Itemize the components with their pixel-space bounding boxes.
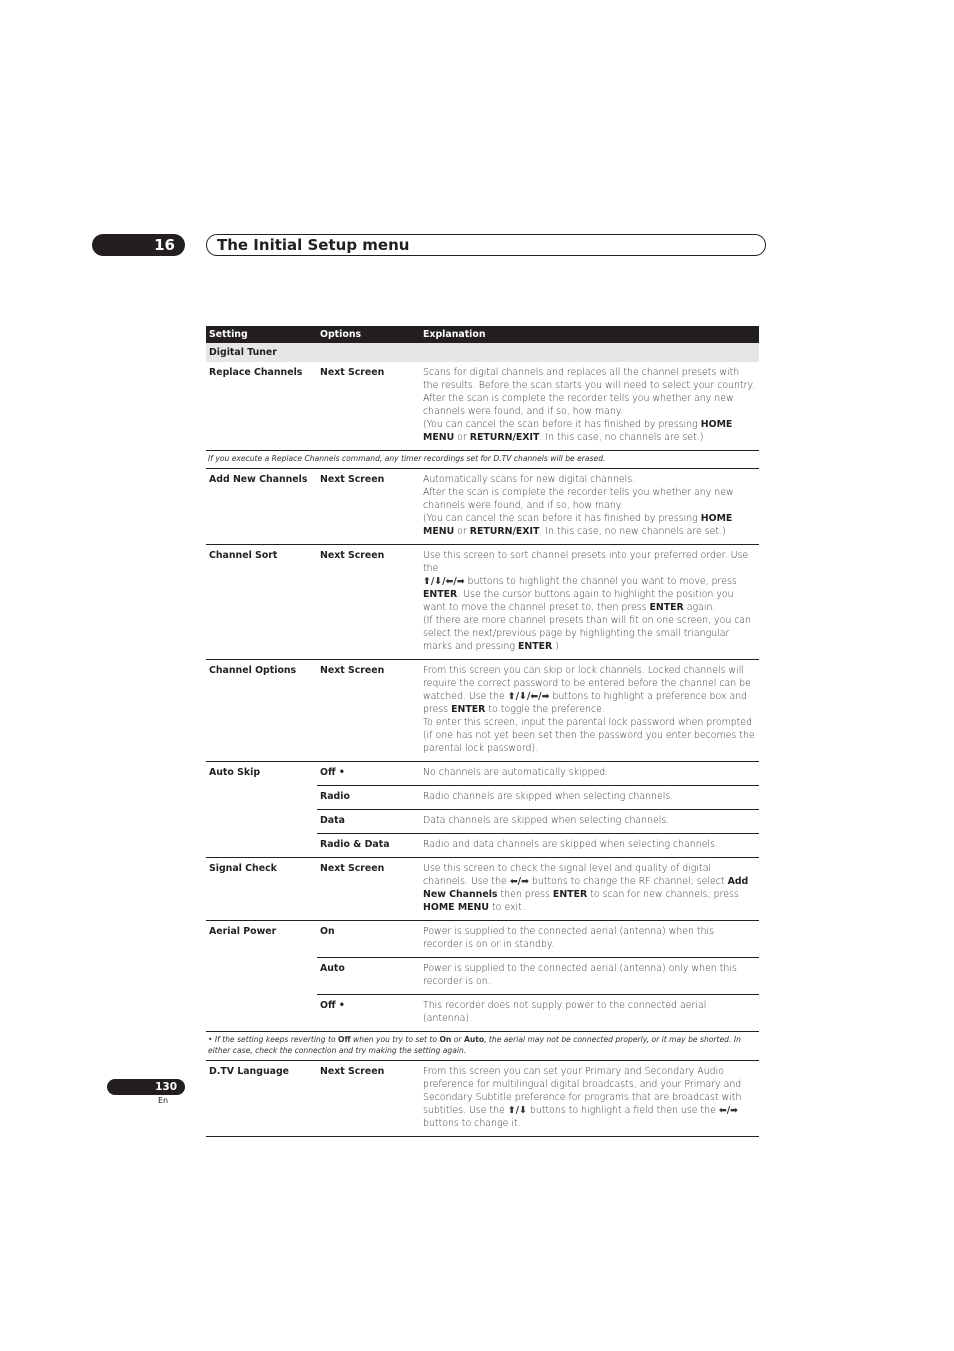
option-next-screen: Next Screen bbox=[317, 858, 420, 921]
explanation-add-new-channels bbox=[420, 469, 759, 545]
explanation-aerial-power-auto: Power is supplied to the connected aerial (antenna) only when this recorder is on. bbox=[420, 958, 759, 995]
option-auto: Auto bbox=[317, 958, 420, 995]
explanation-text: (You can cancel the scan before it has finished by pressing bbox=[423, 513, 701, 524]
arrow-buttons-icon: ⬆/⬇/⬅/➡ bbox=[423, 576, 465, 587]
explanation-text: From this screen you can skip or lock channels. Locked channels will require the correct password to be entered before the channel can be watched. Use the bbox=[423, 665, 751, 702]
explanation-auto-skip-radio-data: Radio and data channels are skipped when selecting channels. bbox=[420, 834, 759, 858]
page-number: 130 bbox=[107, 1079, 185, 1095]
arrow-buttons-icon: ⬅/➡ bbox=[718, 1105, 738, 1116]
setting-add-new-channels: Add New Channels bbox=[206, 469, 317, 545]
key-enter: ENTER bbox=[517, 641, 553, 652]
explanation-text: buttons to highlight the channel you want to move, press bbox=[464, 576, 737, 587]
key-home-menu: HOME MENU bbox=[423, 513, 733, 537]
explanation-text: . In this case, no new channels are set.) bbox=[539, 526, 726, 537]
header-explanation: Explanation bbox=[420, 326, 759, 343]
setting-aerial-power: Aerial Power bbox=[206, 921, 317, 1032]
note-text: or bbox=[451, 1035, 464, 1044]
explanation-text: again. bbox=[683, 602, 716, 613]
explanation-text: buttons to highlight a preference box and press bbox=[423, 691, 748, 715]
explanation-text: . Use the cursor buttons again to highlight the position you want to move the channel preset to, then press bbox=[423, 589, 734, 613]
option-next-screen: Next Screen bbox=[317, 469, 420, 545]
explanation-channel-sort bbox=[420, 545, 759, 660]
note-row bbox=[206, 1032, 759, 1061]
table-row bbox=[206, 858, 759, 921]
language-code: En bbox=[158, 1096, 169, 1105]
explanation-text: to toggle the preference. bbox=[485, 704, 605, 715]
table-row bbox=[206, 1061, 759, 1137]
explanation-text: or bbox=[454, 432, 470, 443]
setting-channel-options: Channel Options bbox=[206, 660, 317, 762]
setting-auto-skip: Auto Skip bbox=[206, 762, 317, 858]
key-return-exit: RETURN/EXIT bbox=[469, 526, 540, 537]
note-text: On bbox=[439, 1035, 452, 1044]
explanation-text: Use this screen to sort channel presets into your preferred order. Use the bbox=[423, 550, 749, 574]
key-enter: ENTER bbox=[649, 602, 684, 613]
explanation-auto-skip-data: Data channels are skipped when selecting channels. bbox=[420, 810, 759, 834]
setting-signal-check: Signal Check bbox=[206, 858, 317, 921]
key-enter: ENTER bbox=[451, 704, 486, 715]
explanation-text: After the scan is complete the recorder tells you whether any new channels were found, and if so, how many. bbox=[423, 487, 734, 511]
note-text: when you try to set to bbox=[350, 1035, 440, 1044]
explanation-text: Use this screen to check the signal level and quality of digital channels. Use the bbox=[423, 863, 712, 887]
table-row bbox=[206, 921, 759, 958]
option-radio-data: Radio & Data bbox=[317, 834, 420, 858]
table-row bbox=[206, 545, 759, 660]
option-next-screen: Next Screen bbox=[317, 660, 420, 762]
explanation-text: to exit. bbox=[489, 902, 525, 913]
key-home-menu: HOME MENU bbox=[423, 419, 733, 443]
explanation-text: .) bbox=[552, 641, 559, 652]
explanation-dtv-language bbox=[420, 1061, 759, 1137]
note-aerial-power bbox=[206, 1032, 759, 1061]
explanation-signal-check bbox=[420, 858, 759, 921]
explanation-channel-options bbox=[420, 660, 759, 762]
key-enter: ENTER bbox=[552, 889, 588, 900]
note-row bbox=[206, 451, 759, 469]
setting-replace-channels: Replace Channels bbox=[206, 362, 317, 451]
setting-dtv-language: D.TV Language bbox=[206, 1061, 317, 1137]
chapter-number-tab: 16 bbox=[92, 234, 185, 256]
explanation-text: (You can cancel the scan before it has finished by pressing bbox=[423, 419, 701, 430]
note-text: Off bbox=[338, 1035, 351, 1044]
header-setting: Setting bbox=[206, 326, 317, 343]
option-next-screen: Next Screen bbox=[317, 1061, 420, 1137]
explanation-text: From this screen you can set your Primary and Secondary Audio preference for multilingual digital broadcasts, and your Primary and Secondary Subtitle preference for programs that are broadcast with subtitles. Use the bbox=[423, 1066, 742, 1116]
arrow-buttons-icon: ⬆/⬇/⬅/➡ bbox=[507, 691, 550, 702]
explanation-text: buttons to change it. bbox=[423, 1118, 521, 1129]
explanation-text: To enter this screen, input the parental lock password when prompted (if one has not yet been set then the password you enter becomes the parental lock password). bbox=[423, 717, 755, 754]
table-header-row bbox=[206, 326, 759, 343]
note-replace-channels: If you execute a Replace Channels command, any timer recordings set for D.TV channels will be erased. bbox=[206, 451, 759, 469]
note-text: Auto bbox=[463, 1035, 485, 1044]
explanation-replace-channels bbox=[420, 362, 759, 451]
option-on: On bbox=[317, 921, 420, 958]
header-options: Options bbox=[317, 326, 420, 343]
note-text: , the aerial may not be connected properly, or it may be shorted. In either case, check the connection and try making the setting again. bbox=[208, 1035, 741, 1055]
group-digital-tuner: Digital Tuner bbox=[206, 343, 759, 362]
option-next-screen: Next Screen bbox=[317, 545, 420, 660]
explanation-text: then press bbox=[497, 889, 553, 900]
option-off: Off • bbox=[317, 995, 420, 1032]
setting-channel-sort: Channel Sort bbox=[206, 545, 317, 660]
ref-add-new-channels: Add New Channels bbox=[423, 876, 749, 900]
explanation-text: (If there are more channel presets than will fit on one screen, you can select the next/previous page by highlighting the small triangular marks and pressing bbox=[423, 615, 752, 652]
arrow-buttons-icon: ⬆/⬇ bbox=[507, 1105, 527, 1116]
explanation-text: . In this case, no channels are set.) bbox=[539, 432, 704, 443]
option-data: Data bbox=[317, 810, 420, 834]
settings-table bbox=[206, 326, 759, 1137]
explanation-auto-skip-radio: Radio channels are skipped when selecting channels. bbox=[420, 786, 759, 810]
explanation-text: to scan for new channels; press bbox=[587, 889, 739, 900]
explanation-auto-skip-off: No channels are automatically skipped. bbox=[420, 762, 759, 786]
arrow-buttons-icon: ⬅/➡ bbox=[509, 876, 529, 887]
explanation-text: Scans for digital channels and replaces all the channel presets with the results. Before the scan starts you will need to select your country. bbox=[423, 367, 755, 391]
note-text: • If the setting keeps reverting to bbox=[208, 1035, 339, 1044]
explanation-text: or bbox=[454, 526, 470, 537]
explanation-aerial-power-off: This recorder does not supply power to the connected aerial (antenna). bbox=[420, 995, 759, 1032]
option-next-screen: Next Screen bbox=[317, 362, 420, 451]
option-radio: Radio bbox=[317, 786, 420, 810]
table-row bbox=[206, 469, 759, 545]
table-row bbox=[206, 362, 759, 451]
group-row bbox=[206, 343, 759, 362]
explanation-aerial-power-on: Power is supplied to the connected aerial (antenna) when this recorder is on or in standby. bbox=[420, 921, 759, 958]
explanation-text: buttons to highlight a field then use the bbox=[526, 1105, 719, 1116]
key-enter: ENTER bbox=[423, 589, 458, 600]
chapter-title: The Initial Setup menu bbox=[206, 234, 766, 256]
table-row bbox=[206, 762, 759, 786]
explanation-text: Automatically scans for new digital channels. bbox=[423, 474, 636, 485]
explanation-text: buttons to change the RF channel; select bbox=[528, 876, 728, 887]
explanation-text: After the scan is complete the recorder tells you whether any new channels were found, and if so, how many. bbox=[423, 393, 734, 417]
option-off: Off • bbox=[317, 762, 420, 786]
key-home-menu: HOME MENU bbox=[423, 902, 490, 913]
table-row bbox=[206, 660, 759, 762]
key-return-exit: RETURN/EXIT bbox=[469, 432, 540, 443]
